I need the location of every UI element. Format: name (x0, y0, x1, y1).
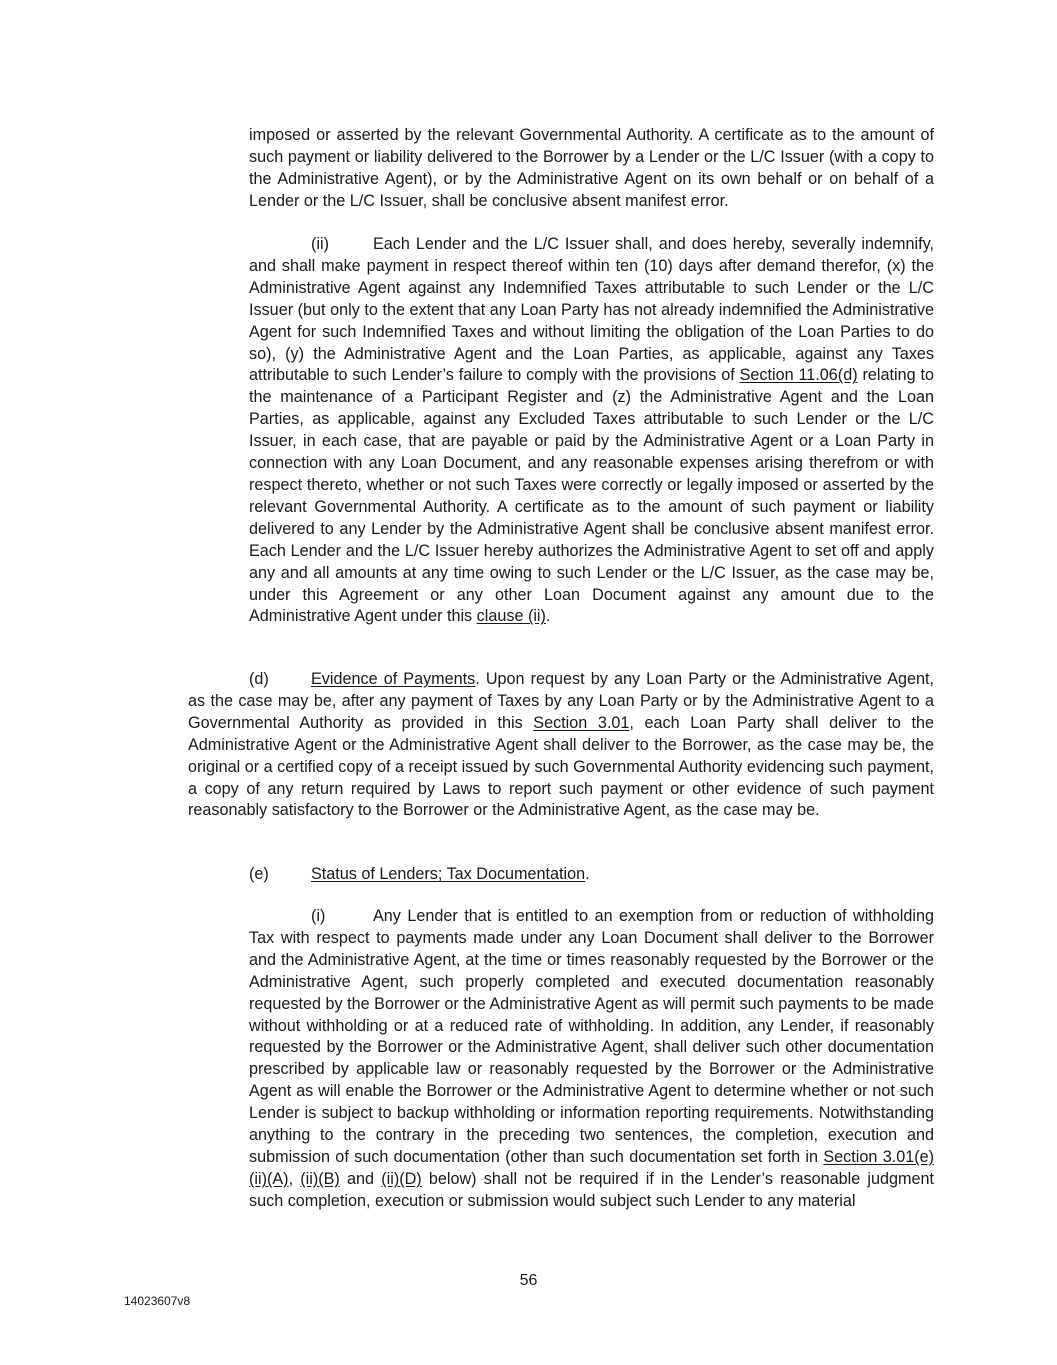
clause-label: (i) (311, 907, 326, 925)
clause-reference: clause (ii) (476, 607, 546, 626)
paragraph-heading: Status of Lenders; Tax Documentation (311, 865, 586, 883)
clause-label: (e) (249, 865, 269, 883)
paragraph-heading: Evidence of Payments (311, 670, 476, 688)
paragraph-ii (249, 234, 934, 628)
paragraph-text: below) shall not be required if in the Lender’s reasonable judgment such completion, execution or submission would subject such Lender to any material (249, 1169, 934, 1210)
page-number: 56 (519, 1272, 538, 1289)
paragraph-text: . (585, 865, 590, 883)
paragraph-text: . (545, 607, 551, 626)
paragraph-text: imposed or asserted by the relevant Governmental Authority. A certificate as to the amount of such payment or liability delivered to the Borrower by a Lender or the L/C Issuer (with a copy to the Administrative Agent), or by the Administrative Agent on its own behalf or on behalf of a Lender or the L/C Issuer, shall be conclusive absent manifest error. (249, 126, 934, 210)
paragraph-text: . Upon request by any Loan Party or the Administrative Agent, as the case may be, after any payment of Taxes by any Loan Party or by the Administrative Agent to a Governmental Authority as provided in this (188, 670, 934, 732)
section-reference: Section 3.01(e)(ii)(A) (249, 1147, 934, 1188)
section-reference: Section 3.01 (533, 713, 630, 732)
clause-label: (d) (249, 670, 269, 688)
section-reference: (ii)(B) (300, 1169, 340, 1188)
paragraph-e (188, 864, 934, 886)
paragraph-d (188, 669, 934, 822)
paragraph-i (249, 906, 934, 1213)
section-reference: Section 11.06(d) (739, 366, 858, 385)
paragraph-text: Any Lender that is entitled to an exemption from or reduction of withholding Tax with respect to payments made under any Loan Document shall deliver to the Borrower and the Administrative Agent, at the time or times reasonably requested by the Borrower or the Administrative Agent, such properly completed and executed documentation reasonably requested by the Borrower or the Administrative Agent as will permit such payments to be made without withholding or at a reduced rate of withholding. In addition, any Lender, if reasonably requested by the Borrower or the Administrative Agent, shall deliver such other documentation prescribed by applicable law or reasonably requested by the Borrower or the Administrative Agent as will enable the Borrower or the Administrative Agent to determine whether or not such Lender is subject to backup withholding or information reporting requirements. Notwithstanding anything to the contrary in the preceding two sentences, the completion, execution and submission of such documentation (other than such documentation set forth in (249, 907, 934, 1166)
paragraph-text: Each Lender and the L/C Issuer shall, and does hereby, severally indemnify, and shall make payment in respect thereof within ten (10) days after demand therefor, (x) the Administrative Agent against any Indemnified Taxes attributable to such Lender or the L/C Issuer (but only to the extent that any Loan Party has not already indemnified the Administrative Agent for such Indemnified Taxes and without limiting the obligation of the Loan Parties to do so), (y) the Administrative Agent and the Loan Parties, as applicable, against any Taxes attributable to such Lender’s failure to comply with the provisions of (249, 235, 934, 385)
paragraph-text: relating to the maintenance of a Participant Register and (z) the Administrative Agent and the Loan Parties, as applicable, against any Excluded Taxes attributable to such Lender or the L/C Issuer, in each case, that are payable or paid by the Administrative Agent or a Loan Party in connection with any Loan Document, and any reasonable expenses arising therefrom or with respect thereto, whether or not such Taxes were correctly or legally imposed or asserted by the relevant Governmental Authority. A certificate as to the amount of such payment or liability delivered to any Lender by the Administrative Agent shall be conclusive absent manifest error. Each Lender and the L/C Issuer hereby authorizes the Administrative Agent to set off and apply any and all amounts at any time owing to such Lender or the L/C Issuer, as the case may be, under this Agreement or any other Loan Document against any amount due to the Administrative Agent under this (249, 366, 934, 626)
paragraph-continuation (249, 125, 934, 213)
paragraph-text: , (288, 1169, 301, 1188)
paragraph-text: , each Loan Party shall deliver to the Administrative Agent or the Administrative Agent shall deliver to the Borrower, as the case may be, the original or a certified copy of a receipt issued by such Governmental Authority evidencing such payment, a copy of any return required by Laws to report such payment or other evidence of such payment reasonably satisfactory to the Borrower or the Administrative Agent, as the case may be. (188, 713, 935, 820)
section-reference: (ii)(D) (381, 1169, 422, 1188)
clause-label: (ii) (311, 235, 329, 253)
paragraph-text: and (339, 1169, 382, 1188)
document-id: 14023607v8 (124, 1294, 191, 1308)
